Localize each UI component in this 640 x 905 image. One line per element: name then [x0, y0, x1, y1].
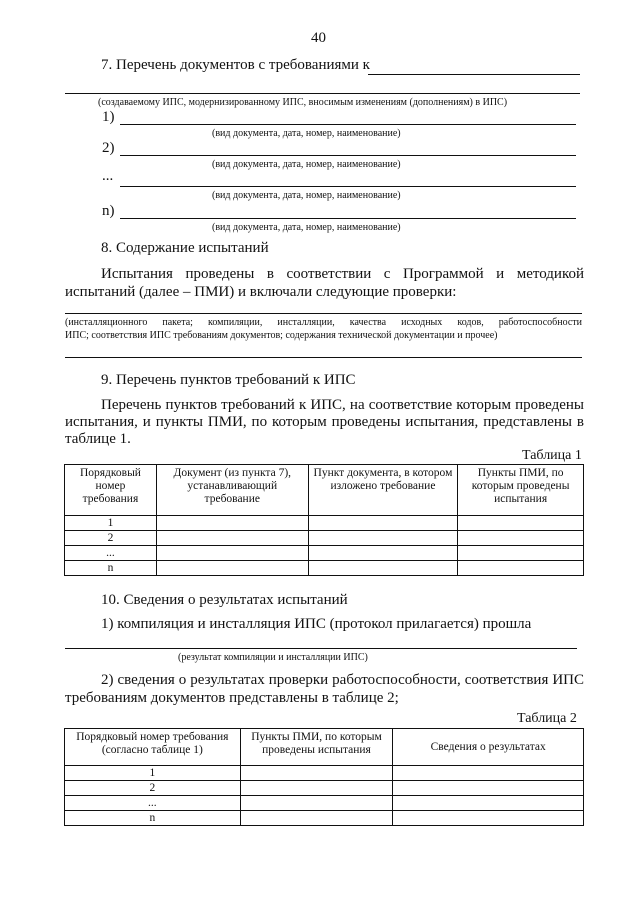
section8-heading: 8. Содержание испытаний — [101, 240, 269, 256]
table2-header-cell: Порядковый номер требования (согласно таблице 1) — [65, 729, 241, 766]
table-row — [65, 766, 584, 781]
table1-header-cell: Пункты ПМИ, по которым проведены испытания — [458, 465, 584, 516]
table-cell — [308, 546, 458, 561]
doc-item-line — [120, 124, 576, 125]
table2 — [64, 728, 584, 826]
table-cell — [308, 531, 458, 546]
doc-item-number: ... — [102, 168, 114, 184]
row-number: n — [65, 811, 241, 826]
doc-item-number: n) — [102, 203, 115, 219]
table1-header-cell: Порядковый номер требования — [65, 465, 157, 516]
table-cell — [458, 516, 584, 531]
table-cell — [240, 781, 393, 796]
section8-caption-line: (инсталляционного пакета; компиляции, инсталляции, качества исходных кодов, работоспособности — [65, 317, 582, 328]
doc-item-line — [120, 155, 576, 156]
table-cell — [308, 561, 458, 576]
section10-item2-line: требованиям документов представлены в таблице 2; — [65, 690, 399, 706]
page-number: 40 — [311, 30, 326, 46]
doc-item-line — [120, 186, 576, 187]
table-row — [65, 561, 584, 576]
section10-heading: 10. Сведения о результатах испытаний — [101, 592, 348, 608]
table1 — [64, 464, 584, 576]
section7-heading: 7. Перечень документов с требованиями к — [101, 57, 370, 73]
doc-item-line — [120, 218, 576, 219]
section9-paragraph-line: Перечень пунктов требований к ИПС, на соответствие которым проведены — [101, 397, 584, 413]
section8-paragraph-line: Испытания проведены в соответствии с Программой и методикой — [101, 266, 584, 282]
row-number: 2 — [65, 531, 157, 546]
row-number: ... — [65, 546, 157, 561]
row-number: ... — [65, 796, 241, 811]
section8-caption-line: ИПС; соответствия ИПС требованиям документов; содержания технической документации и прочее) — [65, 330, 498, 341]
table-cell — [156, 546, 308, 561]
doc-item-number: 2) — [102, 140, 115, 156]
row-number: 2 — [65, 781, 241, 796]
section7-caption: (создаваемому ИПС, модернизированному ИПС, вносимым изменениям (дополнениям) в ИПС) — [98, 97, 508, 108]
table-cell — [393, 811, 584, 826]
table-row — [65, 546, 584, 561]
table2-header-row — [65, 729, 584, 766]
table2-header-cell: Сведения о результатах — [393, 729, 584, 766]
table-row — [65, 781, 584, 796]
table1-label: Таблица 1 — [522, 448, 582, 463]
section8-fill-line — [65, 357, 582, 358]
doc-item-caption: (вид документа, дата, номер, наименование) — [212, 190, 401, 201]
section10-fill-line — [65, 648, 577, 649]
doc-item-caption: (вид документа, дата, номер, наименование) — [212, 159, 401, 170]
row-number: 1 — [65, 516, 157, 531]
table-cell — [308, 516, 458, 531]
table-cell — [458, 561, 584, 576]
section7-line — [65, 93, 580, 94]
section8-fill-line — [65, 313, 582, 314]
table-row — [65, 516, 584, 531]
table-row — [65, 811, 584, 826]
section9-paragraph-line: таблице 1. — [65, 431, 131, 447]
table-cell — [458, 546, 584, 561]
table-cell — [240, 811, 393, 826]
table-cell — [458, 531, 584, 546]
table-row — [65, 531, 584, 546]
doc-item-caption: (вид документа, дата, номер, наименование) — [212, 222, 401, 233]
table-cell — [240, 796, 393, 811]
table-cell — [156, 561, 308, 576]
table-cell — [156, 516, 308, 531]
row-number: 1 — [65, 766, 241, 781]
table2-header-cell: Пункты ПМИ, по которым проведены испытания — [240, 729, 393, 766]
row-number: n — [65, 561, 157, 576]
table-cell — [240, 766, 393, 781]
table1-header-cell: Пункт документа, в котором изложено требование — [308, 465, 458, 516]
table-cell — [393, 796, 584, 811]
doc-item-number: 1) — [102, 109, 115, 125]
section10-item2-line: 2) сведения о результатах проверки работоспособности, соответствия ИПС — [101, 672, 584, 688]
section9-heading: 9. Перечень пунктов требований к ИПС — [101, 372, 356, 388]
table-cell — [393, 766, 584, 781]
table-cell — [156, 531, 308, 546]
doc-item-caption: (вид документа, дата, номер, наименование) — [212, 128, 401, 139]
section10-item1-caption: (результат компиляции и инсталляции ИПС) — [178, 652, 368, 663]
section10-item1: 1) компиляция и инсталляция ИПС (протокол прилагается) прошла — [101, 616, 532, 632]
table-cell — [393, 781, 584, 796]
section7-fill-line — [368, 74, 580, 75]
section8-paragraph-line: испытаний (далее – ПМИ) и включали следующие проверки: — [65, 284, 457, 300]
table1-header-cell: Документ (из пункта 7), устанавливающий требование — [156, 465, 308, 516]
table1-header-row — [65, 465, 584, 516]
table2-label: Таблица 2 — [517, 711, 577, 726]
table-row — [65, 796, 584, 811]
section9-paragraph-line: испытания, и пункты ПМИ, по которым проведены испытания, представлены в — [65, 414, 584, 430]
